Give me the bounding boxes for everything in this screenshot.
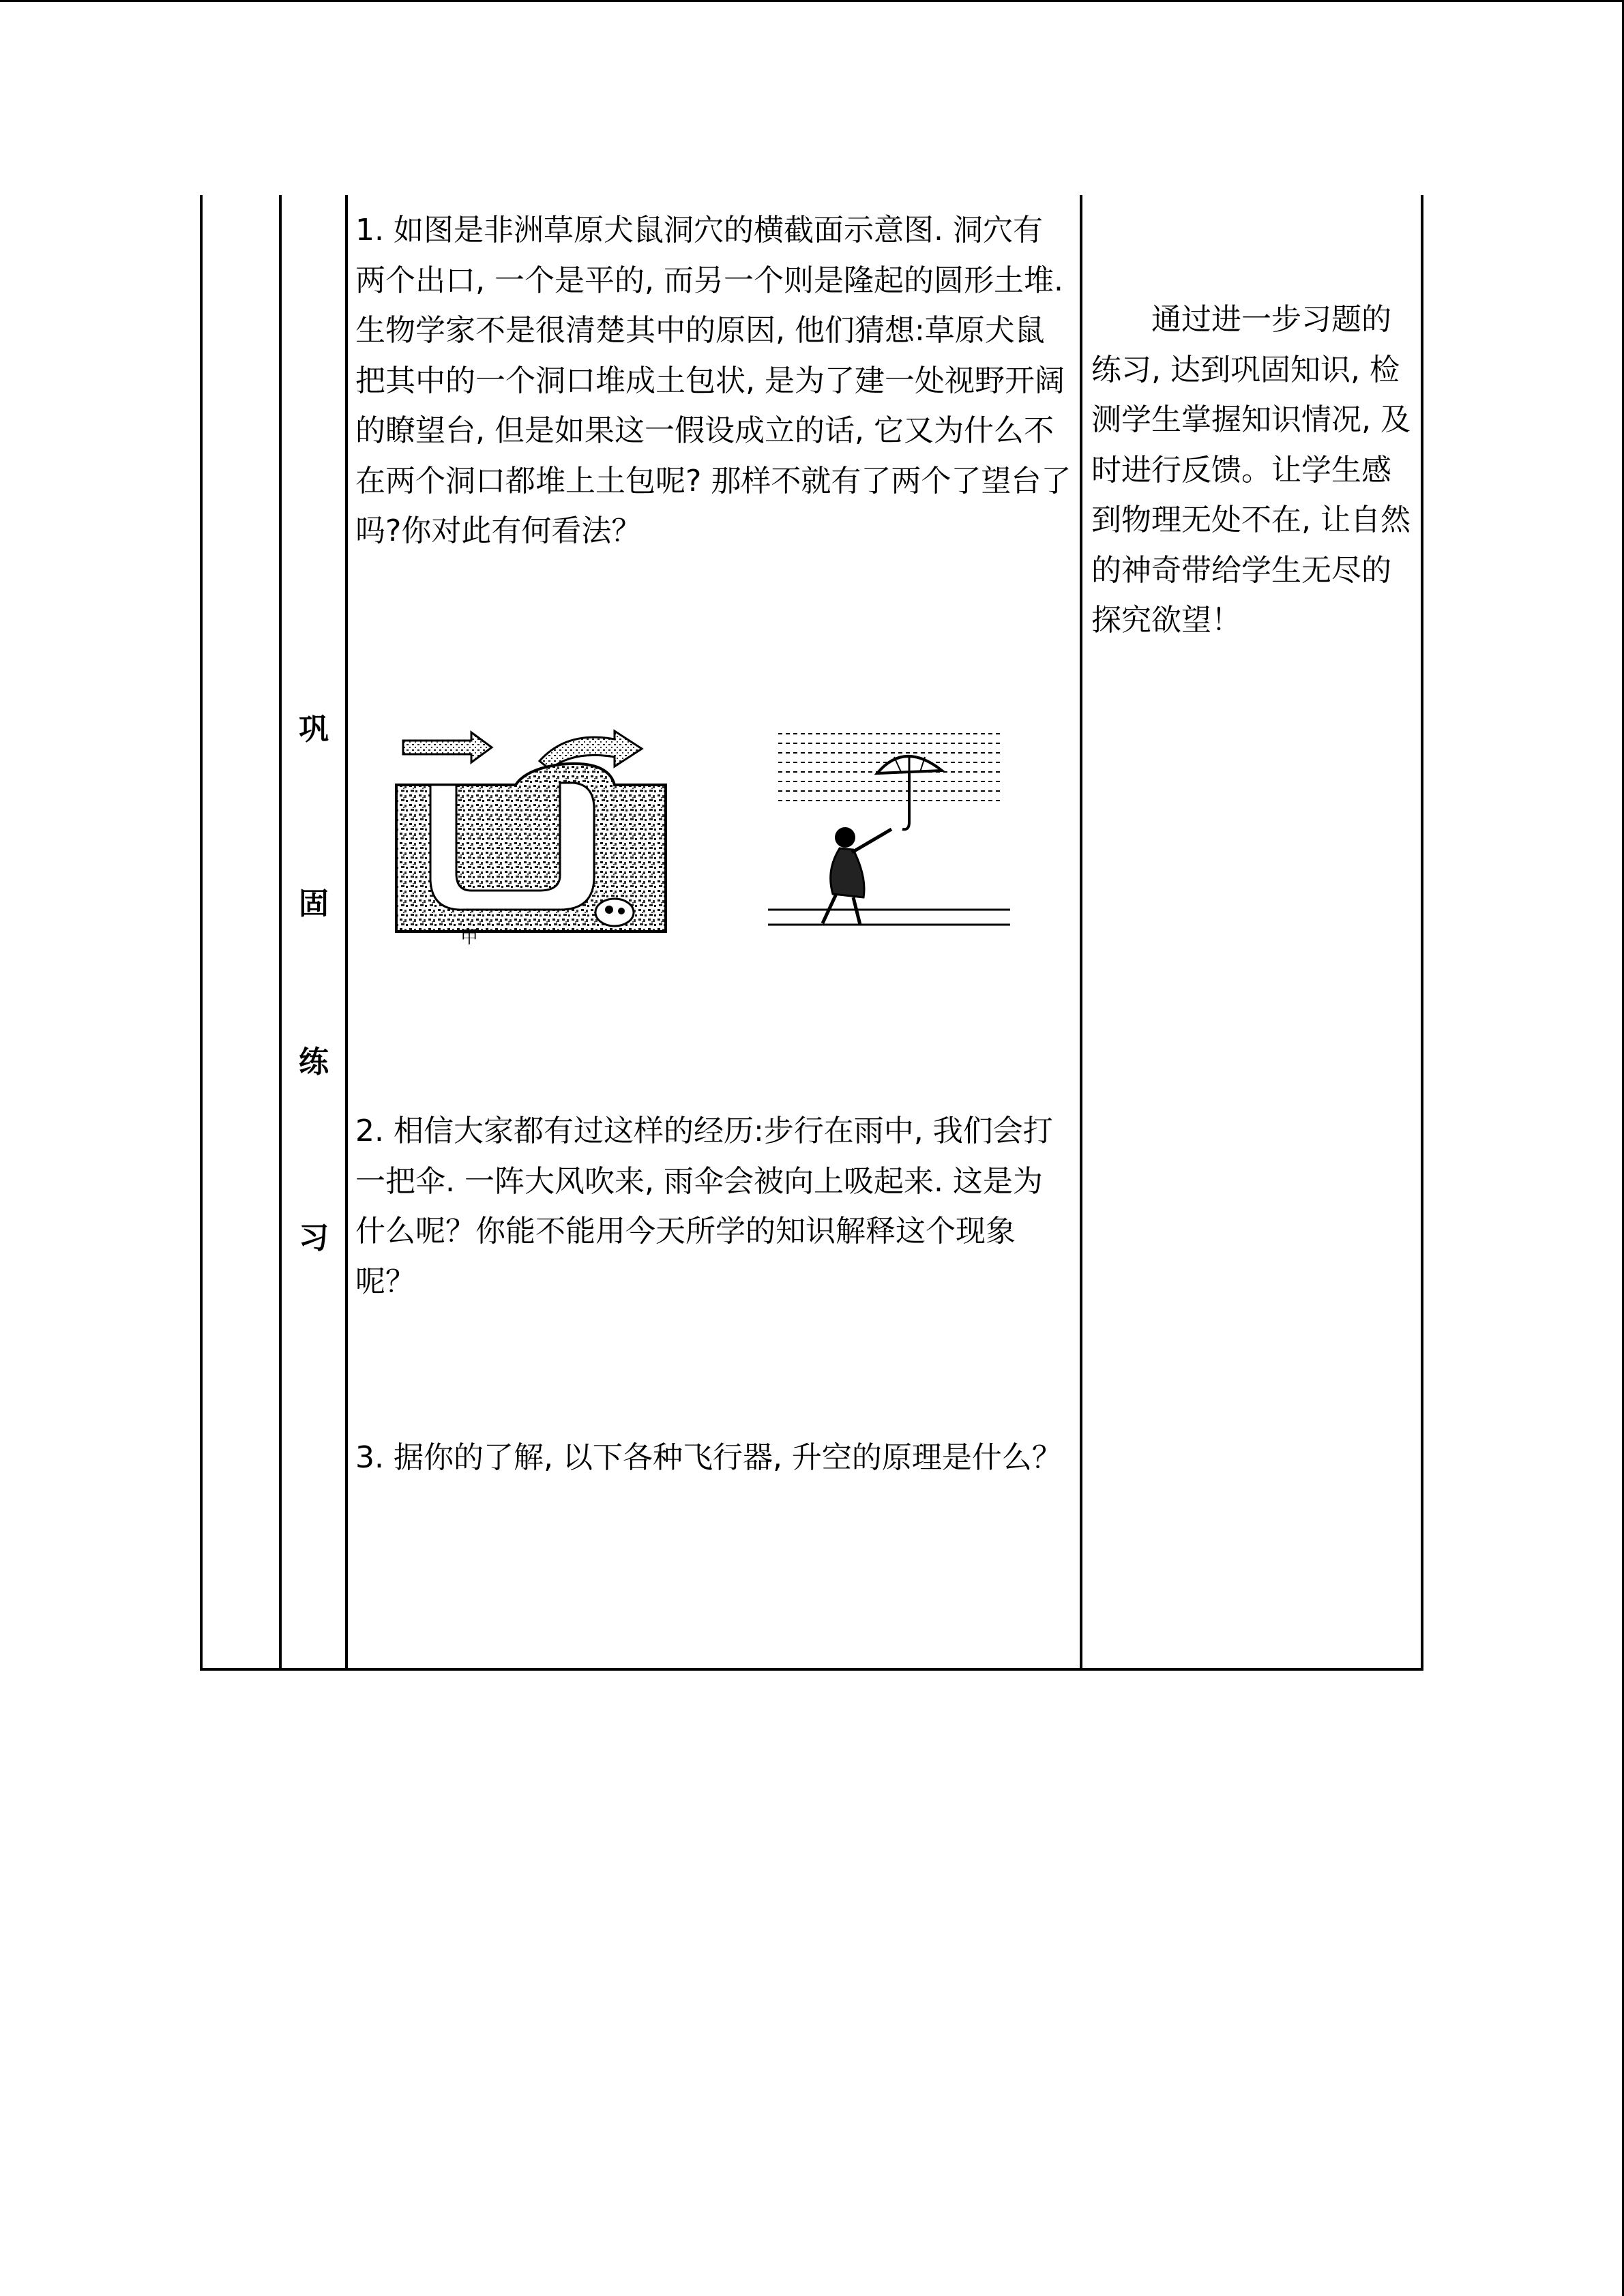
exercise-cell (349, 195, 1078, 1668)
table-border-right (1421, 195, 1423, 1671)
table-border-bottom (200, 1668, 1423, 1671)
teaching-notes: 通过进一步习题的练习, 达到巩固知识, 检测学生掌握知识情况, 及时进行反馈。让学生感到物理无处不在, 让自然的神奇带给学生无尽的探究欲望！ (1091, 302, 1411, 638)
lesson-table (200, 195, 1423, 1671)
burrow-diagram (389, 727, 669, 945)
column-divider (1080, 195, 1082, 1671)
notes-cell (1084, 195, 1421, 1668)
section-char: 巩 (299, 712, 329, 747)
figure-caption: 甲 (460, 927, 479, 947)
question-3: 3. 据你的了解, 以下各种飞行器, 升空的原理是什么？ (355, 1440, 1062, 1475)
umbrella-figure (758, 727, 1017, 945)
section-char: 固 (299, 886, 329, 921)
section-char: 练 (299, 1045, 329, 1079)
section-label (280, 195, 347, 1668)
question-2: 2. 相信大家都有过这样的经历:步行在雨中, 我们会打一把伞. 一阵大风吹来, 雨伞会被向上吸起来. 这是为什么呢？你能不能用今天所学的知识解释这个现象呢？ (355, 1114, 1053, 1299)
table-border-left (200, 195, 203, 1671)
section-char: 习 (299, 1221, 329, 1255)
question-1: 1. 如图是非洲草原犬鼠洞穴的横截面示意图. 洞穴有两个出口, 一个是平的, 而另一个则是隆起的圆形土堆. 生物学家不是很清楚其中的原因, 他们猜想:草原犬鼠把其中的一个洞口堆成土包状, 是为了建一处视野开阔的瞭望台, 但是如果这一假设成立的话, 它又为什么不在两个洞口都堆上土包呢? 那样不就有了两个了望台了吗?你对此有何看法？ (355, 213, 1072, 548)
page-border-top (0, 0, 1624, 2)
